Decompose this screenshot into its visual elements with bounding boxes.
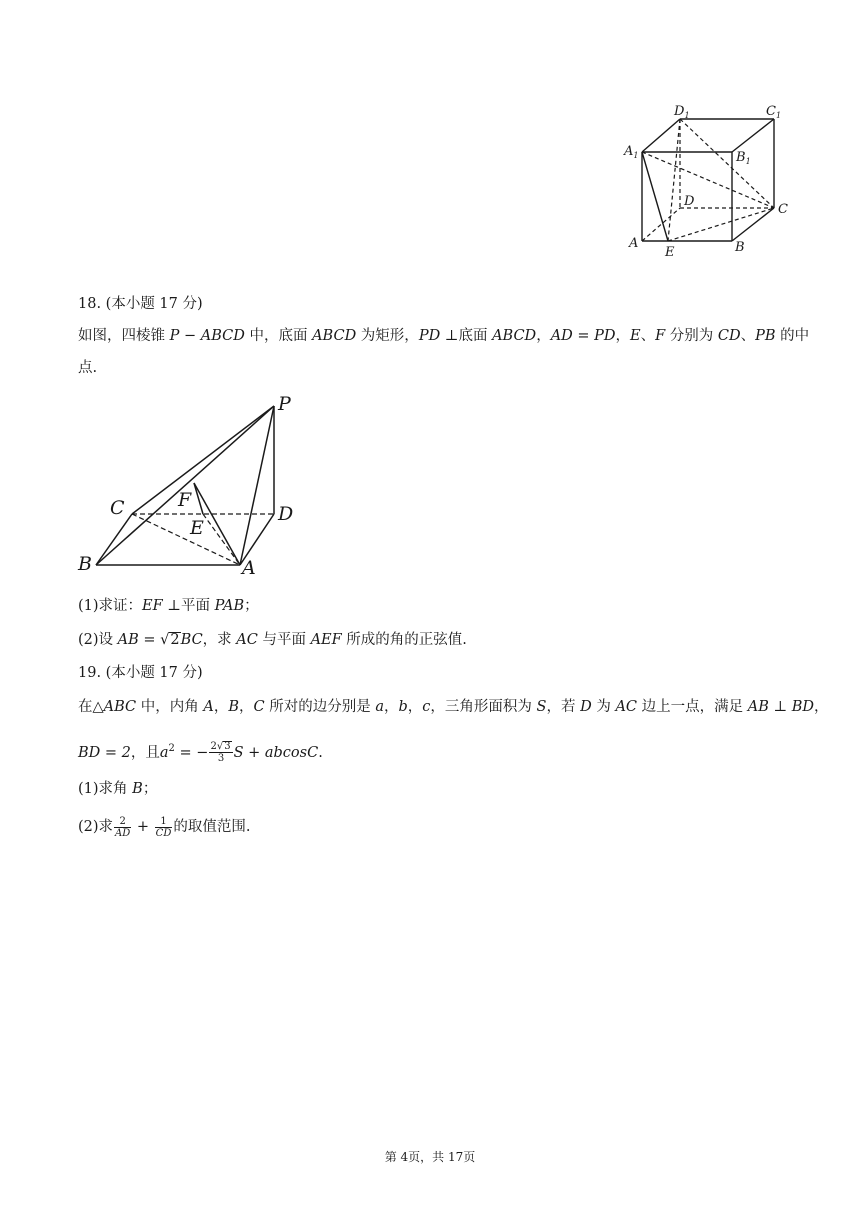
q18-statement-line2: 点. bbox=[78, 360, 98, 376]
q19-statement-line2: BD = 2，且$a^2$ = − $\frac{2√3}{3}$ S + abcosC. bbox=[78, 741, 323, 765]
edge-p-a bbox=[240, 406, 274, 565]
edge-c1-b1 bbox=[732, 119, 774, 152]
edge-p-b bbox=[96, 406, 274, 565]
q19-part1: (1)求角 B； bbox=[78, 781, 158, 797]
segment-d1-e bbox=[668, 119, 680, 241]
q18-part2: (2)设 AB = √2BC，求 AC 与平面 AEF 所成的角的正弦值. bbox=[78, 632, 467, 648]
label-a: A bbox=[629, 236, 639, 251]
label-p: P bbox=[278, 393, 291, 415]
edge-a1-e bbox=[642, 152, 668, 241]
q19-heading: 19. (本小题 17 分) bbox=[78, 665, 203, 681]
q19-part2: (2)求 $\frac{2}{AD}$ + $\frac{1}{CD}$ 的取值范围. bbox=[78, 815, 251, 839]
segment-e-a bbox=[203, 514, 240, 565]
label-c1: $C_1$ bbox=[766, 104, 782, 120]
label-b1: $B_1$ bbox=[736, 150, 751, 166]
label-a1: $A_1$ bbox=[624, 144, 639, 160]
fraction-2-over-ad: $\frac{2}{AD}$ bbox=[115, 815, 131, 839]
label-f: F bbox=[178, 489, 192, 511]
edge-a1-d1 bbox=[642, 119, 680, 152]
label-b: B bbox=[78, 553, 92, 575]
segment-a1-c bbox=[642, 152, 774, 208]
q18-part1: (1)求证：EF ⊥平面 PAB； bbox=[78, 598, 259, 614]
label-d: D bbox=[278, 503, 294, 525]
q18-statement-line1: 如图，四棱锥 P − ABCD 中，底面 ABCD 为矩形，PD ⊥底面 ABCD，AD = PD，E、F 分别为 CD、PB 的中 bbox=[78, 328, 810, 344]
edge-c-b bbox=[96, 514, 132, 565]
label-c: C bbox=[110, 497, 125, 519]
segment-c-a bbox=[132, 514, 240, 565]
page-footer: 第 4页，共 17页 bbox=[384, 1150, 476, 1164]
fraction-1-over-cd: $\frac{1}{CD}$ bbox=[155, 815, 172, 839]
edge-a-d bbox=[642, 208, 680, 241]
cube-figure bbox=[620, 95, 800, 265]
label-d1: $D_1$ bbox=[674, 104, 690, 120]
label-e: E bbox=[665, 245, 675, 260]
pyramid-figure bbox=[74, 388, 314, 580]
fraction-2sqrt3-over-3: $\frac{2√3}{3}$ bbox=[210, 741, 231, 765]
label-d: D bbox=[684, 194, 695, 209]
label-b: B bbox=[735, 240, 745, 255]
label-c: C bbox=[778, 202, 788, 217]
label-a: A bbox=[242, 557, 256, 579]
q18-heading: 18. (本小题 17 分) bbox=[78, 296, 203, 312]
label-e: E bbox=[190, 517, 204, 539]
segment-f-e bbox=[194, 483, 203, 514]
segment-e-c bbox=[668, 208, 774, 241]
q19-statement-line1: 在△ABC 中，内角 A，B，C 所对的边分别是 a，b，c，三角形面积为 S，若 D 为 AC 边上一点，满足 AB ⊥ BD， bbox=[78, 699, 829, 715]
edge-c-b bbox=[732, 208, 774, 241]
